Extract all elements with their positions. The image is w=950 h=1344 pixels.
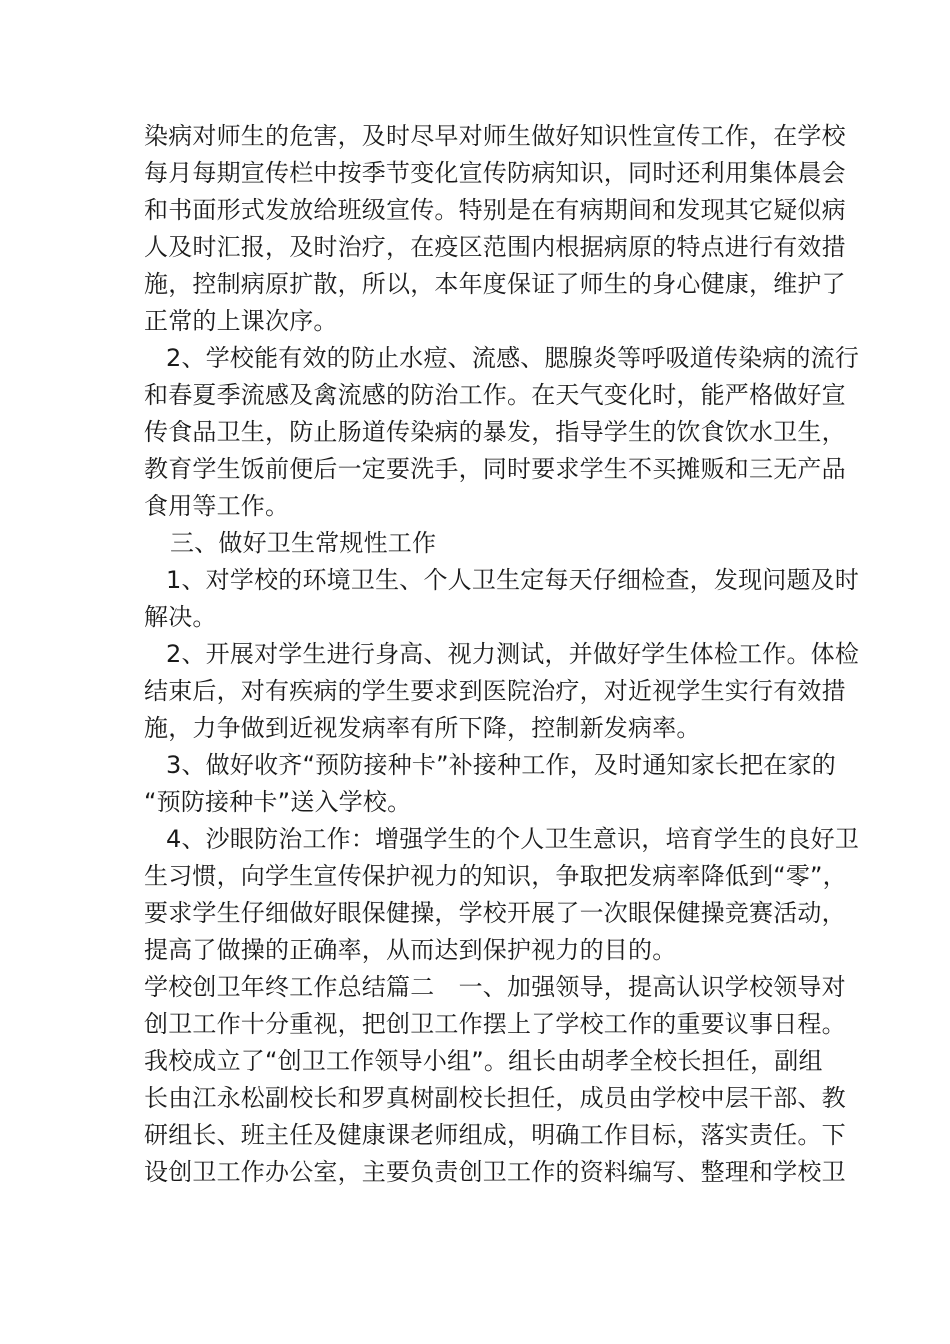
text-line: 研组长、班主任及健康课老师组成，明确工作目标，落实责任。下 bbox=[144, 1121, 846, 1149]
text-line: 我校成立了“创卫工作领导小组”。组长由胡孝全校长担任，副组 bbox=[144, 1047, 823, 1075]
text-line: 长由江永松副校长和罗真树副校长担任，成员由学校中层干部、教 bbox=[144, 1084, 846, 1112]
text-line: 3、做好收齐“预防接种卡”补接种工作，及时通知家长把在家的 bbox=[166, 751, 836, 779]
text-line: 教育学生饭前便后一定要洗手，同时要求学生不买摊贩和三无产品 bbox=[144, 455, 846, 483]
text-line: 设创卫工作办公室，主要负责创卫工作的资料编写、整理和学校卫 bbox=[144, 1158, 846, 1186]
text-line: 要求学生仔细做好眼保健操，学校开展了一次眼保健操竞赛活动， bbox=[144, 899, 846, 927]
text-line: 和春夏季流感及禽流感的防治工作。在天气变化时，能严格做好宣 bbox=[144, 381, 846, 409]
text-line: 人及时汇报，及时治疗，在疫区范围内根据病原的特点进行有效措 bbox=[144, 233, 846, 261]
text-line: 传食品卫生，防止肠道传染病的暴发，指导学生的饮食饮水卫生， bbox=[144, 418, 846, 446]
text-line: 提高了做操的正确率，从而达到保护视力的目的。 bbox=[144, 936, 677, 964]
text-line: 1、对学校的环境卫生、个人卫生定每天仔细检查，发现问题及时 bbox=[166, 566, 860, 594]
text-line: 学校创卫年终工作总结篇二 一、加强领导，提高认识学校领导对 bbox=[144, 973, 846, 1001]
text-line: 食用等工作。 bbox=[144, 492, 290, 520]
text-line: 生习惯，向学生宣传保护视力的知识，争取把发病率降低到“零”， bbox=[144, 862, 847, 890]
text-line: 2、学校能有效的防止水痘、流感、腮腺炎等呼吸道传染病的流行 bbox=[166, 344, 860, 372]
text-line: 2、开展对学生进行身高、视力测试，并做好学生体检工作。体检 bbox=[166, 640, 860, 668]
text-line: 施，力争做到近视发病率有所下降，控制新发病率。 bbox=[144, 714, 701, 742]
text-line: 施，控制病原扩散，所以，本年度保证了师生的身心健康，维护了 bbox=[144, 270, 846, 298]
text-line: 每月每期宣传栏中按季节变化宣传防病知识，同时还利用集体晨会 bbox=[144, 159, 846, 187]
text-line: 4、沙眼防治工作：增强学生的个人卫生意识，培育学生的良好卫 bbox=[166, 825, 860, 853]
text-line: 染病对师生的危害，及时尽早对师生做好知识性宣传工作，在学校 bbox=[144, 122, 846, 150]
text-line: 正常的上课次序。 bbox=[144, 307, 338, 335]
text-line: 和书面形式发放给班级宣传。特别是在有病期间和发现其它疑似病 bbox=[144, 196, 846, 224]
section-heading: 三、做好卫生常规性工作 bbox=[170, 529, 437, 557]
text-line: 创卫工作十分重视，把创卫工作摆上了学校工作的重要议事日程。 bbox=[144, 1010, 846, 1038]
text-line: 解决。 bbox=[144, 603, 217, 631]
body-text bbox=[144, 118, 860, 1191]
text-line: “预防接种卡”送入学校。 bbox=[144, 788, 412, 816]
text-line: 结束后，对有疾病的学生要求到医院治疗，对近视学生实行有效措 bbox=[144, 677, 846, 705]
